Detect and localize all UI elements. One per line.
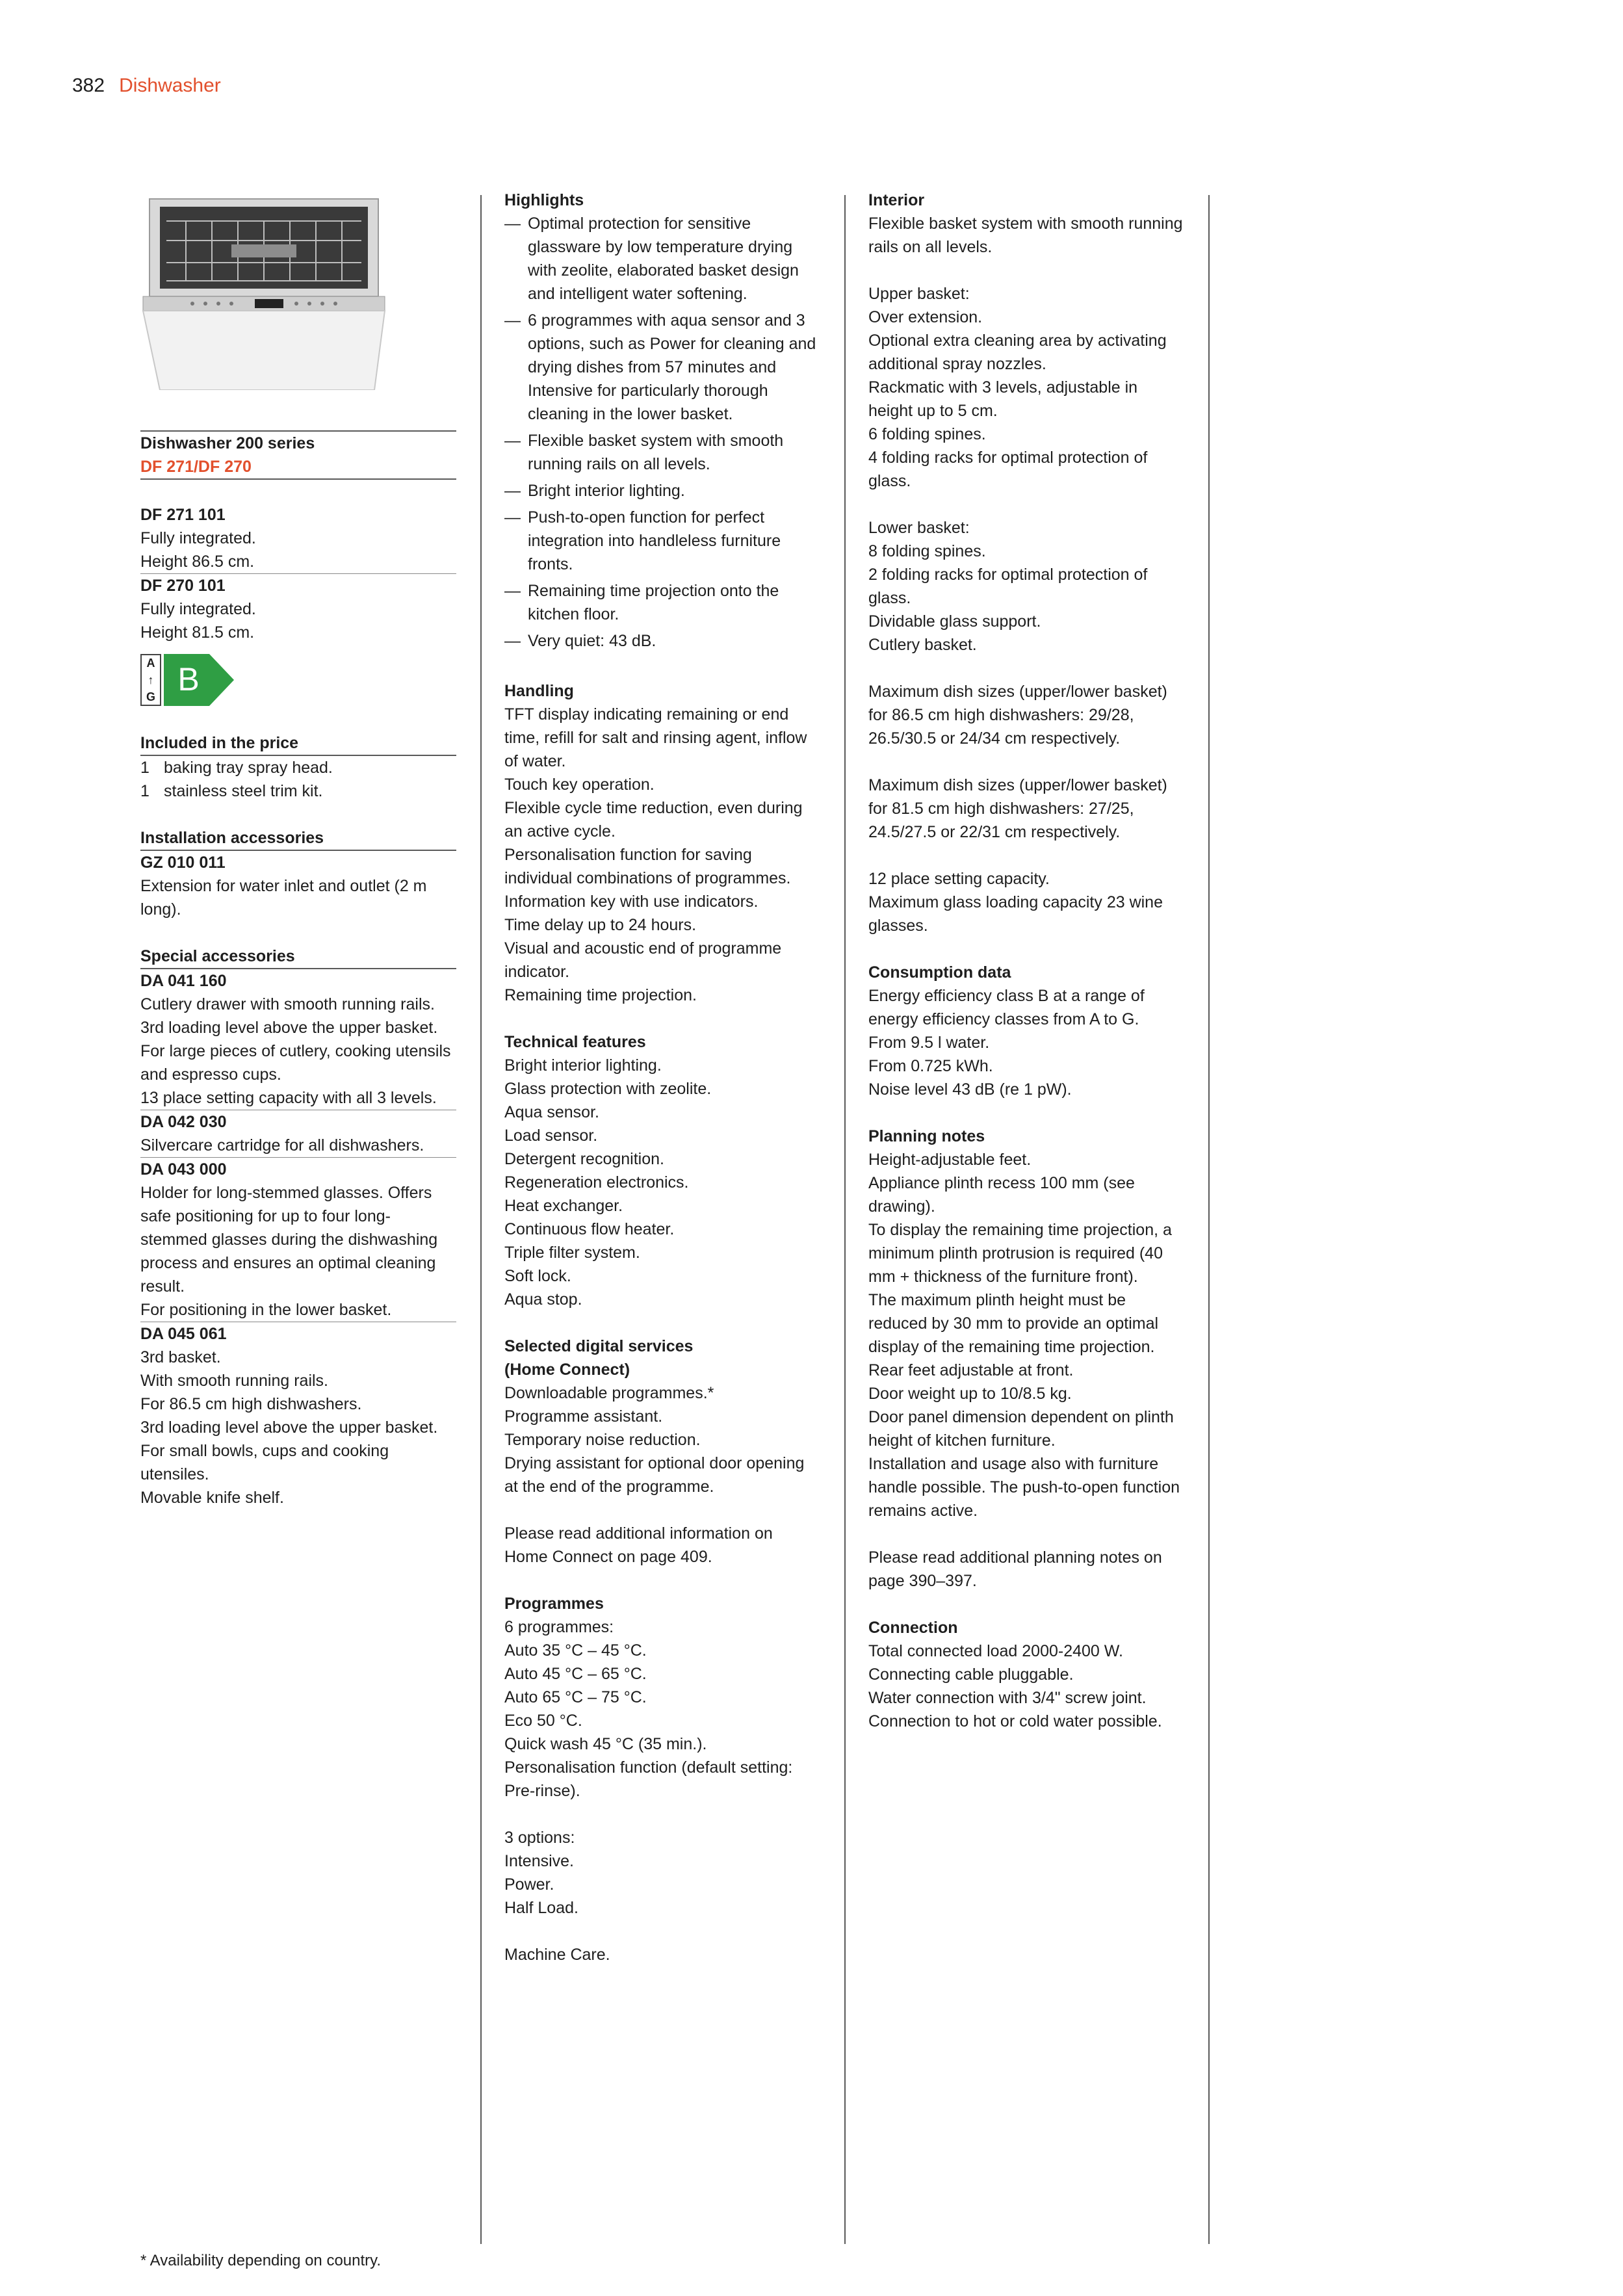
technical-line: Triple filter system.	[504, 1244, 640, 1262]
digital-line: Downloadable programmes.*	[504, 1384, 714, 1402]
accessory-line: With smooth running rails.	[140, 1372, 329, 1390]
consumption-line: From 9.5 l water.	[868, 1034, 990, 1052]
page-header	[72, 73, 221, 99]
variant-df270	[140, 574, 456, 644]
programmes-title: Programmes	[504, 1595, 604, 1613]
programme-line: Quick wash 45 °C (35 min.).	[504, 1735, 707, 1753]
planning-line: The maximum plinth height must be reduced by 30 mm to provide an optimal display of the remaining time projection.	[868, 1291, 1159, 1356]
energy-scale	[140, 654, 161, 706]
accessory-line: 3rd basket.	[140, 1348, 221, 1366]
handling-line: Information key with use indicators.	[504, 893, 759, 911]
variant-line: Fully integrated.	[140, 600, 256, 618]
planning-line: Rear feet adjustable at front.	[868, 1361, 1074, 1379]
column-divider	[844, 195, 846, 2244]
digital-title: Selected digital services	[504, 1337, 694, 1355]
accessory-text: Extension for water inlet and outlet (2 m long).	[140, 877, 427, 919]
variant-line: Height 81.5 cm.	[140, 623, 255, 642]
variant-line: Height 86.5 cm.	[140, 553, 255, 571]
planning-note: Please read additional planning notes on page 390–397.	[868, 1548, 1162, 1590]
interior-line: Over extension.	[868, 308, 983, 326]
programme-line: Auto 65 °C – 75 °C.	[504, 1688, 647, 1706]
technical-line: Aqua stop.	[504, 1290, 582, 1309]
consumption-title: Consumption data	[868, 963, 1011, 982]
section-title: Dishwasher	[119, 75, 221, 96]
highlight-item: — Flexible basket system with smooth running rails on all levels.	[504, 432, 784, 473]
consumption-line: Noise level 43 dB (re 1 pW).	[868, 1080, 1072, 1099]
interior-line: Maximum glass loading capacity 23 wine glasses.	[868, 893, 1163, 935]
programme-line: 6 programmes:	[504, 1618, 614, 1636]
accessory-line: For positioning in the lower basket.	[140, 1301, 392, 1319]
variant-df271	[140, 503, 456, 573]
accessory-code: GZ 010 011	[140, 854, 226, 872]
arrow-up-icon: ↑	[148, 673, 154, 686]
connection-line: Total connected load 2000-2400 W.	[868, 1642, 1123, 1660]
accessory-code: DA 045 061	[140, 1325, 227, 1343]
handling-line: Touch key operation.	[504, 776, 655, 794]
handling-line: Flexible cycle time reduction, even during an active cycle.	[504, 799, 803, 841]
interior-line: 12 place setting capacity.	[868, 870, 1050, 888]
highlight-item: — Bright interior lighting.	[504, 482, 685, 500]
technical-title: Technical features	[504, 1033, 646, 1051]
accessory-line: Movable knife shelf.	[140, 1489, 284, 1507]
accessory-line: 3rd loading level above the upper basket.	[140, 1418, 438, 1437]
programme-line: Eco 50 °C.	[504, 1712, 582, 1730]
technical-line: Glass protection with zeolite.	[504, 1080, 712, 1098]
planning-line: Door panel dimension dependent on plinth height of kitchen furniture.	[868, 1408, 1174, 1450]
technical-line: Heat exchanger.	[504, 1197, 623, 1215]
energy-label	[140, 653, 456, 707]
dishwasher-illustration	[140, 195, 387, 390]
interior-line: 4 folding racks for optimal protection of glass.	[868, 449, 1148, 490]
highlights-title: Highlights	[504, 191, 584, 209]
installation-title: Installation accessories	[140, 829, 324, 847]
programme-extra: Machine Care.	[504, 1946, 610, 1964]
variant-code: DF 271 101	[140, 506, 226, 524]
interior-line: Rackmatic with 3 levels, adjustable in height up to 5 cm.	[868, 378, 1138, 420]
digital-subtitle: (Home Connect)	[504, 1361, 630, 1379]
model-codes: DF 271/DF 270	[140, 458, 252, 476]
planning-line: Door weight up to 10/8.5 kg.	[868, 1385, 1072, 1403]
page-number: 382	[72, 75, 105, 96]
technical-line: Bright interior lighting.	[504, 1056, 662, 1075]
interior-line: Lower basket:	[868, 519, 970, 537]
interior-line: 2 folding racks for optimal protection of glass.	[868, 566, 1148, 607]
scale-top: A	[146, 657, 155, 670]
technical-line: Soft lock.	[504, 1267, 571, 1285]
energy-class-letter: B	[177, 661, 200, 698]
accessory-line: Cutlery drawer with smooth running rails.	[140, 995, 435, 1013]
digital-line: Programme assistant.	[504, 1407, 663, 1426]
handling-title: Handling	[504, 682, 574, 700]
highlight-item: — Very quiet: 43 dB.	[504, 632, 656, 650]
planning-title: Planning notes	[868, 1127, 985, 1145]
interior-title: Interior	[868, 191, 925, 209]
column-divider	[480, 195, 482, 2244]
highlight-item: — Remaining time projection onto the kitchen floor.	[504, 582, 779, 623]
option-line: Intensive.	[504, 1852, 575, 1870]
accessory-line: 3rd loading level above the upper basket.	[140, 1019, 438, 1037]
interior-line: Maximum dish sizes (upper/lower basket) for 81.5 cm high dishwashers: 27/25, 24.5/27.5 or 22/31 cm respectively.	[868, 776, 1167, 841]
digital-line: Drying assistant for optional door opening at the end of the programme.	[504, 1454, 805, 1496]
accessory-da042030	[140, 1110, 456, 1157]
digital-line: Temporary noise reduction.	[504, 1431, 701, 1449]
column-features	[504, 189, 820, 1966]
column-specs	[868, 189, 1184, 1733]
highlight-item: — Push-to-open function for perfect integration into handleless furniture fronts.	[504, 508, 781, 573]
interior-line: Optional extra cleaning area by activating additional spray nozzles.	[868, 332, 1167, 373]
interior-line: Dividable glass support.	[868, 612, 1041, 631]
included-title: Included in the price	[140, 734, 299, 752]
planning-line: To display the remaining time projection, a minimum plinth protrusion is required (40 mm + thickness of the furniture front).	[868, 1221, 1172, 1286]
accessory-da045061	[140, 1322, 456, 1509]
handling-line: Time delay up to 24 hours.	[504, 916, 697, 934]
programme-line: Auto 45 °C – 65 °C.	[504, 1665, 647, 1683]
programme-line: Personalisation function (default setting: Pre-rinse).	[504, 1758, 793, 1800]
accessory-code: DA 043 000	[140, 1160, 227, 1179]
option-line: Power.	[504, 1875, 554, 1894]
interior-line: 6 folding spines.	[868, 425, 986, 443]
programme-line: Auto 35 °C – 45 °C.	[504, 1641, 647, 1660]
accessory-line: Silvercare cartridge for all dishwashers.	[140, 1136, 424, 1155]
variant-code: DF 270 101	[140, 577, 226, 595]
highlight-item: — 6 programmes with aqua sensor and 3 options, such as Power for cleaning and drying dishes from 57 minutes and Intensive for particularly thorough cleaning in the lower basket.	[504, 311, 816, 423]
accessory-da043000	[140, 1158, 456, 1322]
accessory-da041160	[140, 969, 456, 1110]
accessory-line: Holder for long-stemmed glasses. Offers safe positioning for up to four long-stemmed glasses during the dishwashing process and ensures an optimal cleaning result.	[140, 1184, 438, 1296]
interior-line: Upper basket:	[868, 285, 970, 303]
energy-class-arrow	[164, 654, 235, 706]
included-item: 1 stainless steel trim kit.	[140, 782, 323, 800]
consumption-line: Energy efficiency class B at a range of energy efficiency classes from A to G.	[868, 987, 1145, 1028]
technical-line: Regeneration electronics.	[504, 1173, 689, 1192]
highlight-item: — Optimal protection for sensitive glassware by low temperature drying with zeolite, elaborated basket design and intelligent water softening.	[504, 215, 799, 303]
connection-title: Connection	[868, 1619, 958, 1637]
interior-line: 8 folding spines.	[868, 542, 986, 560]
interior-line: Maximum dish sizes (upper/lower basket) for 86.5 cm high dishwashers: 29/28, 26.5/30.5 or 24/34 cm respectively.	[868, 683, 1167, 748]
consumption-line: From 0.725 kWh.	[868, 1057, 993, 1075]
option-line: Half Load.	[504, 1899, 578, 1917]
handling-line: Remaining time projection.	[504, 986, 697, 1004]
planning-line: Appliance plinth recess 100 mm (see drawing).	[868, 1174, 1135, 1216]
accessory-line: 13 place setting capacity with all 3 levels.	[140, 1089, 437, 1107]
accessory-line: For small bowls, cups and cooking utensiles.	[140, 1442, 389, 1483]
accessory-line: For large pieces of cutlery, cooking utensils and espresso cups.	[140, 1042, 451, 1084]
planning-line: Installation and usage also with furniture handle possible. The push-to-open function remains active.	[868, 1455, 1180, 1520]
connection-line: Connecting cable pluggable.	[868, 1665, 1074, 1684]
accessory-line: For 86.5 cm high dishwashers.	[140, 1395, 362, 1413]
accessory-code: DA 041 160	[140, 972, 227, 990]
dishwasher-image	[140, 195, 387, 390]
column-product	[140, 189, 456, 1509]
series-title: Dishwasher 200 series	[140, 434, 315, 452]
technical-line: Continuous flow heater.	[504, 1220, 675, 1238]
technical-line: Detergent recognition.	[504, 1150, 664, 1168]
technical-line: Load sensor.	[504, 1127, 598, 1145]
handling-line: Visual and acoustic end of programme indicator.	[504, 939, 782, 981]
accessory-code: DA 042 030	[140, 1113, 227, 1131]
handling-line: Personalisation function for saving individual combinations of programmes.	[504, 846, 791, 887]
special-title: Special accessories	[140, 947, 295, 965]
planning-line: Height-adjustable feet.	[868, 1151, 1032, 1169]
interior-line: Cutlery basket.	[868, 636, 977, 654]
interior-line: Flexible basket system with smooth running rails on all levels.	[868, 215, 1183, 256]
included-item: 1 baking tray spray head.	[140, 759, 333, 777]
handling-line: TFT display indicating remaining or end time, refill for salt and rinsing agent, inflow of water.	[504, 705, 807, 770]
connection-line: Connection to hot or cold water possible.	[868, 1712, 1162, 1730]
connection-line: Water connection with 3/4" screw joint.	[868, 1689, 1147, 1707]
scale-bottom: G	[146, 690, 155, 703]
column-divider	[1208, 195, 1210, 2244]
digital-note: Please read additional information on Home Connect on page 409.	[504, 1524, 773, 1566]
technical-line: Aqua sensor.	[504, 1103, 599, 1121]
option-line: 3 options:	[504, 1829, 575, 1847]
footnote: * Availability depending on country.	[140, 2252, 382, 2269]
variant-line: Fully integrated.	[140, 529, 256, 547]
